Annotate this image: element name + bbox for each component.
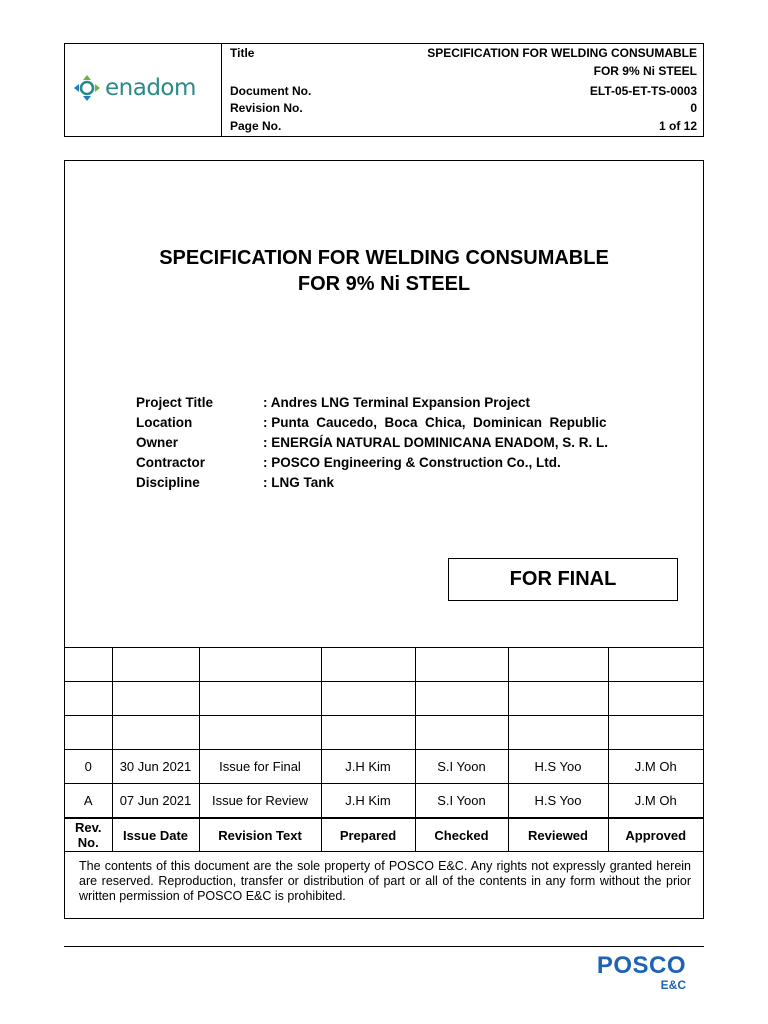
info-row-project xyxy=(136,393,608,413)
table-cell xyxy=(112,682,199,716)
table-cell: 30 Jun 2021 xyxy=(112,750,199,784)
table-header-row xyxy=(65,818,703,852)
table-cell: Issue for Review xyxy=(199,784,321,819)
rev-no-label: Revision No. xyxy=(230,101,303,115)
table-row xyxy=(65,784,703,819)
table-cell xyxy=(65,648,112,682)
table-cell: J.H Kim xyxy=(321,784,415,819)
info-label: Location xyxy=(136,415,193,430)
info-value: : Punta Caucedo, Boca Chica, Dominican Republic xyxy=(263,415,607,430)
page-no-label: Page No. xyxy=(230,119,282,133)
page-title-line1: SPECIFICATION FOR WELDING CONSUMABLE xyxy=(159,247,609,269)
header-title-line1: SPECIFICATION FOR WELDING CONSUMABLE xyxy=(427,46,697,60)
table-cell xyxy=(65,716,112,750)
table-cell: J.M Oh xyxy=(608,784,703,819)
enadom-emblem-icon xyxy=(73,74,101,102)
logo-text: enadom xyxy=(105,75,196,101)
table-cell xyxy=(112,648,199,682)
table-cell: Issue for Final xyxy=(199,750,321,784)
column-header: Reviewed xyxy=(508,818,608,852)
info-label: Contractor xyxy=(136,455,206,470)
table-cell: H.S Yoo xyxy=(508,784,608,819)
header-title-line2: FOR 9% Ni STEEL xyxy=(593,64,697,78)
cover-frame xyxy=(64,160,704,919)
table-cell xyxy=(199,682,321,716)
column-header: Issue Date xyxy=(112,818,199,852)
table-cell xyxy=(321,716,415,750)
page-no-value: 1 of 12 xyxy=(658,119,697,133)
footer-divider xyxy=(64,946,704,947)
table-cell: 0 xyxy=(65,750,112,784)
table-cell xyxy=(415,648,508,682)
title-label: Title xyxy=(230,46,255,60)
info-value: : Andres LNG Terminal Expansion Project xyxy=(263,395,531,410)
table-cell xyxy=(608,716,703,750)
doc-no-value: ELT-05-ET-TS-0003 xyxy=(589,84,697,98)
info-row-contractor xyxy=(136,453,608,473)
info-label: Discipline xyxy=(136,475,200,490)
document-header xyxy=(64,43,704,137)
column-header: Prepared xyxy=(321,818,415,852)
table-row xyxy=(65,716,703,750)
table-cell: 07 Jun 2021 xyxy=(112,784,199,819)
info-row-location xyxy=(136,413,608,433)
table-cell xyxy=(608,682,703,716)
posco-logo: POSCO xyxy=(596,952,686,979)
table-row xyxy=(65,682,703,716)
table-cell xyxy=(112,716,199,750)
revision-table xyxy=(65,647,703,852)
table-cell xyxy=(508,682,608,716)
table-cell: J.M Oh xyxy=(608,750,703,784)
enadom-logo xyxy=(73,74,196,102)
column-header: Rev. No. xyxy=(65,818,112,852)
info-label: Owner xyxy=(136,435,179,450)
table-row xyxy=(65,750,703,784)
posco-logo-sub: E&C xyxy=(660,978,686,992)
table-cell xyxy=(321,648,415,682)
info-label: Project Title xyxy=(136,395,214,410)
confidentiality-notice: The contents of this document are the sole property of POSCO E&C. Any rights not expressly granted herein are reserved. Reproduction, transfer or distribution of part or all of the contents in any form without the prior written permission of POSCO E&C is prohibited. xyxy=(79,859,691,903)
project-info xyxy=(136,393,608,493)
column-header: Revision Text xyxy=(199,818,321,852)
table-cell xyxy=(415,682,508,716)
table-cell xyxy=(321,682,415,716)
table-cell xyxy=(65,682,112,716)
table-cell xyxy=(608,648,703,682)
status-badge: FOR FINAL xyxy=(448,558,678,601)
logo-cell xyxy=(65,44,222,136)
table-cell xyxy=(199,648,321,682)
info-value: : LNG Tank xyxy=(263,475,335,490)
table-cell: S.I Yoon xyxy=(415,784,508,819)
doc-no-label: Document No. xyxy=(230,84,312,98)
table-row xyxy=(65,648,703,682)
page-title xyxy=(65,245,703,297)
table-cell: J.H Kim xyxy=(321,750,415,784)
page-title-line2: FOR 9% Ni STEEL xyxy=(297,273,471,295)
table-cell xyxy=(415,716,508,750)
table-cell xyxy=(508,716,608,750)
info-value: : POSCO Engineering & Construction Co., Ltd. xyxy=(263,455,561,470)
table-cell xyxy=(508,648,608,682)
info-value: : ENERGÍA NATURAL DOMINICANA ENADOM, S. R. L. xyxy=(263,435,608,450)
column-header: Checked xyxy=(415,818,508,852)
column-header: Approved xyxy=(608,818,703,852)
info-row-discipline xyxy=(136,473,608,493)
rev-no-value: 0 xyxy=(690,101,697,115)
table-cell: S.I Yoon xyxy=(415,750,508,784)
table-cell xyxy=(199,716,321,750)
table-cell: H.S Yoo xyxy=(508,750,608,784)
info-row-owner xyxy=(136,433,608,453)
table-cell: A xyxy=(65,784,112,819)
